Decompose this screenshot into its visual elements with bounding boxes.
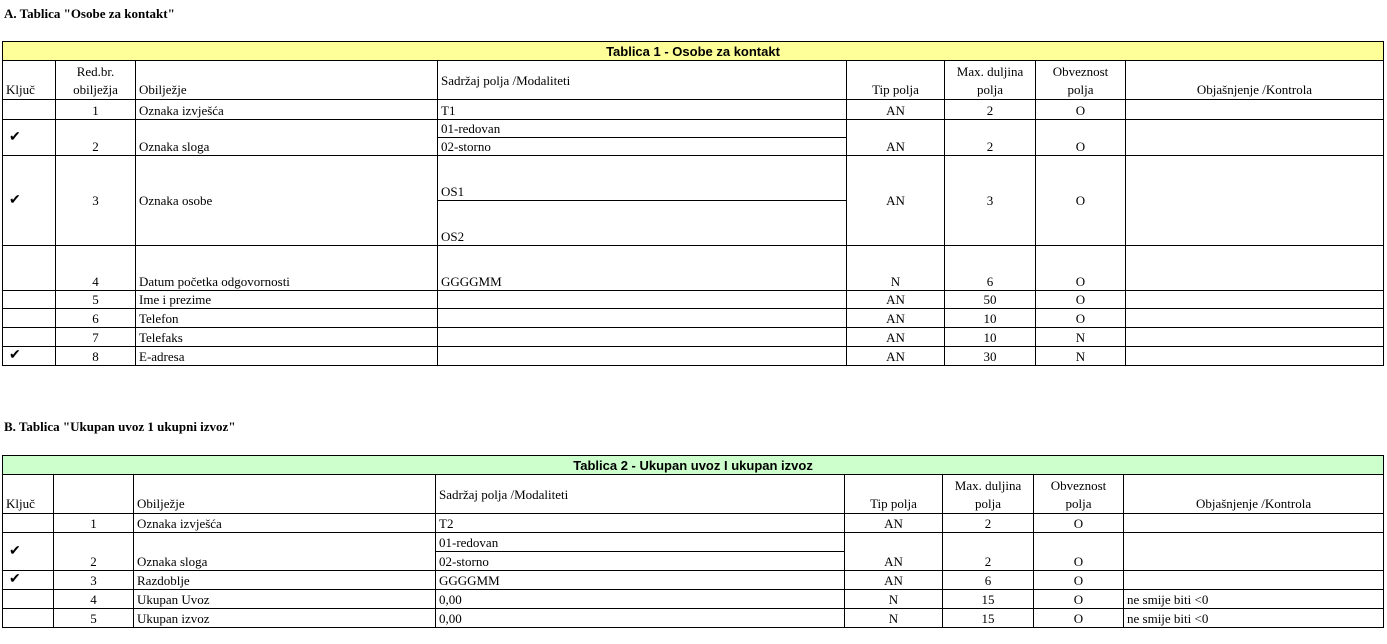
header-kljuc: Ključ	[3, 475, 54, 514]
table-row	[3, 309, 1384, 328]
row-content: 0,00	[436, 609, 845, 628]
header-max-line2: polja	[977, 82, 1003, 97]
row-type: AN	[847, 347, 945, 366]
row-type: AN	[847, 328, 945, 347]
header-kljuc: Ključ	[3, 61, 56, 100]
row-name: Ukupan Uvoz	[134, 590, 436, 609]
key-cell: ✔	[3, 347, 56, 366]
table-osobe-za-kontakt	[2, 41, 1384, 366]
header-redbr-line1: Red.br.	[76, 64, 115, 79]
row-max: 3	[945, 156, 1036, 246]
header-max	[943, 475, 1034, 514]
row-max: 10	[945, 328, 1036, 347]
table-row	[3, 100, 1384, 120]
table-row	[3, 609, 1384, 628]
row-content: GGGGMM	[438, 246, 847, 291]
header-obveznost-line2: polja	[1065, 496, 1092, 511]
key-cell	[3, 246, 56, 291]
section-a-title: A. Tablica "Osobe za kontakt"	[4, 6, 175, 21]
row-content: GGGGMM	[436, 571, 845, 590]
table-row	[3, 514, 1384, 533]
row-content	[438, 309, 847, 328]
row-name: E-adresa	[136, 347, 438, 366]
row-number: 7	[56, 328, 136, 347]
row-type: AN	[845, 533, 943, 571]
row-number: 4	[54, 590, 134, 609]
table-row	[3, 571, 1384, 590]
row-max: 2	[945, 100, 1036, 120]
row-content: 0,00	[436, 590, 845, 609]
row-req: O	[1036, 309, 1126, 328]
row-req: O	[1034, 533, 1124, 571]
row-max: 15	[943, 609, 1034, 628]
table-caption: Tablica 2 - Ukupan uvoz I ukupan izvoz	[3, 456, 1384, 475]
header-obveznost-line2: polja	[1067, 82, 1094, 97]
row-max: 6	[945, 246, 1036, 291]
row-type: AN	[847, 291, 945, 309]
row-content	[438, 291, 847, 309]
row-req: N	[1036, 328, 1126, 347]
key-cell	[3, 100, 56, 120]
row-note	[1124, 514, 1384, 533]
key-cell	[3, 590, 54, 609]
table-row	[3, 328, 1384, 347]
row-note: ne smije biti <0	[1124, 609, 1384, 628]
key-cell: ✔	[3, 120, 56, 156]
section-b-title: B. Tablica "Ukupan uvoz 1 ukupni izvoz"	[4, 419, 236, 434]
table-ukupan-uvoz-izvoz	[2, 455, 1384, 628]
key-cell: ✔	[3, 571, 54, 590]
header-max	[945, 61, 1036, 100]
row-type: N	[845, 609, 943, 628]
row-name: Oznaka izvješća	[136, 100, 438, 120]
row-req: O	[1036, 246, 1126, 291]
row-name: Oznaka izvješća	[134, 514, 436, 533]
row-type: AN	[845, 514, 943, 533]
row-max: 30	[945, 347, 1036, 366]
row-note	[1124, 533, 1384, 571]
row-max: 2	[945, 120, 1036, 156]
row-name: Telefaks	[136, 328, 438, 347]
row-note: ne smije biti <0	[1124, 590, 1384, 609]
row-type: AN	[847, 156, 945, 246]
row-max: 50	[945, 291, 1036, 309]
header-redbr-empty	[54, 475, 134, 514]
row-max: 6	[943, 571, 1034, 590]
table-row	[3, 120, 1384, 138]
row-note	[1126, 246, 1384, 291]
row-note	[1126, 347, 1384, 366]
header-objasnjenje: Objašnjenje /Kontrola	[1124, 475, 1384, 514]
row-req: O	[1034, 590, 1124, 609]
row-note	[1126, 156, 1384, 246]
row-note	[1126, 291, 1384, 309]
row-content-option: OS1	[438, 156, 847, 201]
row-content	[438, 328, 847, 347]
row-number: 8	[56, 347, 136, 366]
row-name: Ukupan izvoz	[134, 609, 436, 628]
row-note	[1126, 328, 1384, 347]
row-number: 1	[56, 100, 136, 120]
header-max-line1: Max. duljina	[954, 478, 1022, 493]
table-row	[3, 533, 1384, 552]
header-obiljezje: Obilježje	[134, 475, 436, 514]
row-max: 2	[943, 514, 1034, 533]
key-cell	[3, 328, 56, 347]
row-number: 3	[54, 571, 134, 590]
row-content-option: OS2	[438, 201, 847, 246]
row-name: Telefon	[136, 309, 438, 328]
header-obiljezje: Obilježje	[136, 61, 438, 100]
row-content-option: 02-storno	[436, 552, 845, 571]
row-req: O	[1036, 291, 1126, 309]
row-content	[438, 347, 847, 366]
row-number: 6	[56, 309, 136, 328]
row-max: 2	[943, 533, 1034, 571]
row-name: Oznaka osobe	[136, 156, 438, 246]
header-sadrzaj: Sadržaj polja /Modaliteti	[438, 61, 847, 100]
row-name: Razdoblje	[134, 571, 436, 590]
row-type: AN	[847, 120, 945, 156]
header-sadrzaj: Sadržaj polja /Modaliteti	[436, 475, 845, 514]
row-name: Datum početka odgovornosti	[136, 246, 438, 291]
header-obveznost	[1034, 475, 1124, 514]
row-note	[1126, 100, 1384, 120]
row-max: 15	[943, 590, 1034, 609]
header-tip: Tip polja	[847, 61, 945, 100]
table-row	[3, 246, 1384, 291]
row-number: 2	[54, 533, 134, 571]
table-row	[3, 156, 1384, 201]
table-row	[3, 590, 1384, 609]
table-row	[3, 347, 1384, 366]
row-number: 5	[56, 291, 136, 309]
row-max: 10	[945, 309, 1036, 328]
key-cell: ✔	[3, 156, 56, 246]
row-note	[1124, 571, 1384, 590]
row-req: O	[1036, 156, 1126, 246]
header-obveznost-line1: Obveznost	[1052, 64, 1109, 79]
row-number: 1	[54, 514, 134, 533]
row-content-option: 01-redovan	[438, 120, 847, 138]
row-req: N	[1036, 347, 1126, 366]
header-obveznost-line1: Obveznost	[1050, 478, 1107, 493]
key-cell	[3, 514, 54, 533]
row-content-option: 01-redovan	[436, 533, 845, 552]
header-max-line2: polja	[975, 496, 1001, 511]
row-note	[1126, 309, 1384, 328]
row-req: O	[1034, 571, 1124, 590]
row-name: Oznaka sloga	[136, 120, 438, 156]
row-content: T2	[436, 514, 845, 533]
header-max-line1: Max. duljina	[956, 64, 1024, 79]
row-name: Oznaka sloga	[134, 533, 436, 571]
table-caption: Tablica 1 - Osobe za kontakt	[3, 42, 1384, 61]
row-name: Ime i prezime	[136, 291, 438, 309]
header-redbr	[56, 61, 136, 100]
row-req: O	[1034, 609, 1124, 628]
key-cell	[3, 309, 56, 328]
row-type: N	[847, 246, 945, 291]
key-cell	[3, 291, 56, 309]
row-req: O	[1034, 514, 1124, 533]
row-number: 5	[54, 609, 134, 628]
row-type: AN	[845, 571, 943, 590]
header-obveznost	[1036, 61, 1126, 100]
row-type: AN	[847, 309, 945, 328]
header-objasnjenje: Objašnjenje /Kontrola	[1126, 61, 1384, 100]
row-number: 4	[56, 246, 136, 291]
header-redbr-line2: obilježja	[73, 82, 118, 97]
row-content-option: 02-storno	[438, 138, 847, 156]
row-number: 2	[56, 120, 136, 156]
key-cell: ✔	[3, 533, 54, 571]
row-req: O	[1036, 120, 1126, 156]
row-req: O	[1036, 100, 1126, 120]
row-number: 3	[56, 156, 136, 246]
table-row	[3, 291, 1384, 309]
row-note	[1126, 120, 1384, 156]
header-tip: Tip polja	[845, 475, 943, 514]
key-cell	[3, 609, 54, 628]
row-type: AN	[847, 100, 945, 120]
row-content: T1	[438, 100, 847, 120]
row-type: N	[845, 590, 943, 609]
